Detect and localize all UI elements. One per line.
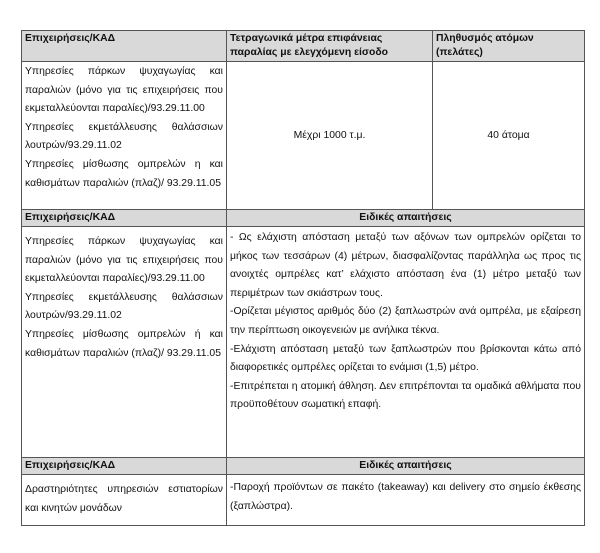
table3-header-activity: Επιχειρήσεις/ΚΑΔ (22, 458, 227, 475)
regulations-table (21, 30, 585, 526)
table1-header-area: Τετραγωνικά μέτρα επιφάνειας παραλίας με ελεγχόμενη είσοδο (227, 31, 433, 62)
table2-body-row (22, 227, 585, 458)
table2-activity-1: Υπηρεσίες πάρκων ψυχαγωγίας και παραλιών (μόνο για τις επιχειρήσεις που εκμεταλλεύονται παραλίες)/93.29.11.00 (25, 236, 223, 285)
table3-header-row (22, 458, 585, 475)
table2-requirement-4: -Επιτρέπεται η ατομική άθληση. Δεν επιτρέπονται τα ομαδικά αθλήματα που προϋποθέτουν σωματική επαφή. (230, 380, 581, 411)
table1-activity-2: Υπηρεσίες εκμετάλλευσης θαλάσσιων λουτρών/93.29.11.02 (25, 121, 223, 152)
table2-requirements-cell (227, 227, 585, 458)
table2-header-row (22, 210, 585, 227)
table1-activity-1: Υπηρεσίες πάρκων ψυχαγωγίας και παραλιών (μόνο για τις επιχειρήσεις που εκμεταλλεύονται παραλίες)/93.29.11.00 (25, 66, 223, 115)
table3-requirement: -Παροχή προϊόντων σε πακέτο (takeaway) και delivery στο σημείο έκθεσης (ξαπλώστρα). (230, 482, 581, 512)
table1-header-population: Πληθυσμός ατόμων (πελάτες) (433, 31, 585, 62)
table2-requirement-2: -Ορίζεται μέγιστος αριθμός δύο (2) ξαπλωστρών ανά ομπρέλα, με εξαίρεση την περίπτωση οικογενειών με ανήλικα τέκνα. (230, 306, 581, 336)
table2-requirement-1: - Ως ελάχιστη απόσταση μεταξύ των αξόνων των ομπρελών ορίζεται το μήκος των τεσσάρων (4) μέτρων, διασφαλίζοντας παράλληλα ως προς τις ανοιχτές ομπρέλες κατ’ ελάχιστο απόσταση ένα (1) μέτρο μεταξύ των περιμέτρων των σκιάστρων τους. (230, 232, 581, 299)
table3-activity-cell (22, 475, 227, 526)
table1-header-activity: Επιχειρήσεις/ΚΑΔ (22, 31, 227, 62)
table2-activity-2: Υπηρεσίες εκμετάλλευσης θαλάσσιων λουτρών/93.29.11.02 (25, 291, 223, 322)
table2-activities-cell (22, 227, 227, 458)
table1-activity-3: Υπηρεσίες μίσθωσης ομπρελών η και καθισμάτων παραλιών (πλαζ)/ 93.29.11.05 (25, 158, 223, 189)
table3-header-requirements: Ειδικές απαιτήσεις (227, 458, 585, 475)
table1-activities-cell (22, 62, 227, 210)
table3-body-row (22, 475, 585, 526)
table3-activity: Δραστηριότητες υπηρεσιών εστιατορίων και κινητών μονάδων (25, 484, 223, 514)
table2-requirement-3: -Ελάχιστη απόσταση μεταξύ των ξαπλωστρών που βρίσκονται κάτω από διαφορετικές ομπρέλες ορίζεται το ενάμισι (1,5) μέτρο. (230, 343, 581, 374)
table1-header-row (22, 31, 585, 62)
table3-requirement-cell (227, 475, 585, 526)
table1-area-value: Μέχρι 1000 τ.μ. (227, 62, 433, 210)
table2-header-activity: Επιχειρήσεις/ΚΑΔ (22, 210, 227, 227)
table1-body-row (22, 62, 585, 210)
table1-population-value: 40 άτομα (433, 62, 585, 210)
table2-header-requirements: Ειδικές απαιτήσεις (227, 210, 585, 227)
table2-activity-3: Υπηρεσίες μίσθωσης ομπρελών ή και καθισμάτων παραλιών (πλαζ)/ 93.29.11.05 (25, 328, 223, 359)
